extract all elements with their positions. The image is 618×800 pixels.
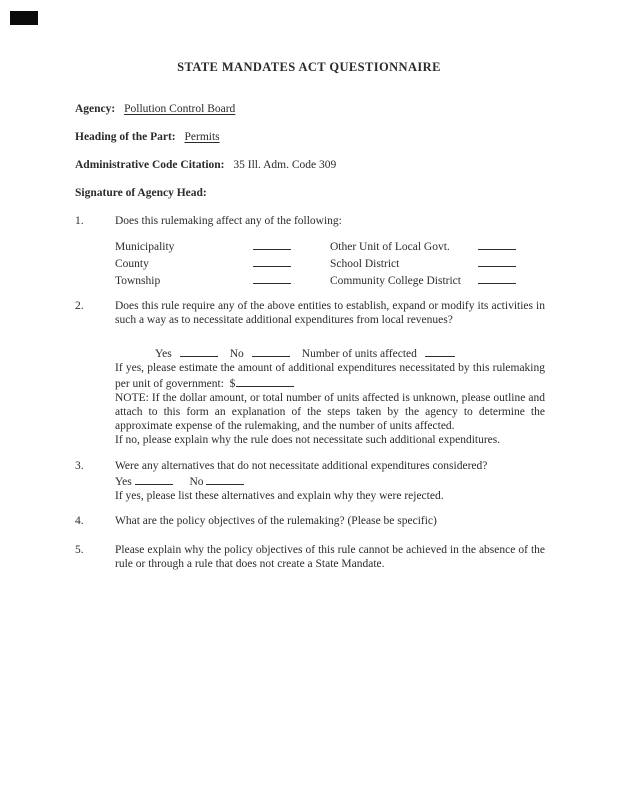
yes-label: Yes — [115, 476, 132, 488]
note-paragraph: NOTE: If the dollar amount, or total number of units affected is unknown, please outline and attach to this form an explanation of the steps taken by the agency to determine the approximate expense of the rulemaking, and the number of units affected. — [115, 392, 545, 432]
no-label: No — [189, 476, 204, 488]
field-value: Permits — [184, 131, 220, 143]
no-label: No — [229, 348, 244, 360]
question-number: 1. — [75, 215, 84, 227]
yes-no-units-line — [155, 345, 545, 361]
question-text: Please explain why the policy objectives of this rule cannot be achieved in the absence of the rule or through a rule that does not create a State Mandate. — [115, 544, 545, 570]
blank-line — [252, 345, 290, 357]
question-text: Does this rulemaking affect any of the following: — [115, 215, 342, 227]
entity-label: Other Unit of Local Govt. — [330, 241, 450, 253]
question-4 — [75, 514, 545, 528]
blank-line — [478, 238, 516, 250]
field-value: 35 Ill. Adm. Code 309 — [233, 159, 337, 171]
question-text: What are the policy objectives of the rulemaking? (Please be specific) — [115, 515, 437, 527]
yes-no-line — [115, 473, 545, 489]
field-heading-of-part — [75, 130, 545, 144]
blank-line — [135, 473, 173, 485]
header-fields — [75, 102, 545, 200]
question-5 — [75, 543, 545, 571]
field-label: Signature of Agency Head: — [75, 187, 207, 199]
field-label: Administrative Code Citation: — [75, 159, 225, 171]
blank-line — [236, 375, 294, 387]
scan-artifact-mark — [10, 11, 38, 25]
blank-line — [253, 238, 291, 250]
field-label: Agency: — [75, 103, 116, 115]
if-yes-paragraph: If yes, please estimate the amount of additional expenditures necessitated by this rulemaking per unit of government: $ — [115, 362, 545, 390]
entity-row — [115, 255, 545, 272]
entity-row — [115, 238, 545, 255]
question-number: 5. — [75, 544, 84, 556]
question-number: 2. — [75, 300, 84, 312]
entity-label: County — [115, 258, 149, 270]
dollar-sign: $ — [229, 378, 236, 390]
question-text: Does this rule require any of the above entities to establish, expand or modify its activities in such a way as to necessitate additional expenditures from local revenues? — [115, 300, 545, 326]
entity-table — [115, 238, 545, 289]
entity-label: School District — [330, 258, 400, 270]
blank-line — [206, 473, 244, 485]
entity-row — [115, 272, 545, 289]
field-admin-code-citation — [75, 158, 545, 172]
units-label: Number of units affected — [301, 348, 417, 360]
entity-label: Township — [115, 275, 161, 287]
question-text: Were any alternatives that do not necessitate additional expenditures considered? — [115, 460, 488, 472]
question-number: 4. — [75, 515, 84, 527]
entity-label: Community College District — [330, 275, 461, 287]
field-signature — [75, 186, 545, 200]
field-label: Heading of the Part: — [75, 131, 176, 143]
field-value: Pollution Control Board — [124, 103, 236, 115]
question-2 — [75, 299, 545, 447]
blank-line — [253, 255, 291, 267]
blank-line — [478, 255, 516, 267]
field-agency — [75, 102, 545, 116]
question-1 — [75, 214, 545, 228]
yes-label: Yes — [155, 348, 172, 360]
entity-label: Municipality — [115, 241, 175, 253]
if-yes-paragraph: If yes, please list these alternatives and explain why they were rejected. — [115, 490, 444, 502]
blank-line — [253, 272, 291, 284]
blank-line — [180, 345, 218, 357]
question-number: 3. — [75, 460, 84, 472]
if-no-paragraph: If no, please explain why the rule does not necessitate such additional expenditures. — [115, 434, 501, 446]
blank-line — [425, 345, 455, 357]
page-title: STATE MANDATES ACT QUESTIONNAIRE — [177, 60, 441, 74]
question-3 — [75, 459, 545, 503]
blank-line — [478, 272, 516, 284]
